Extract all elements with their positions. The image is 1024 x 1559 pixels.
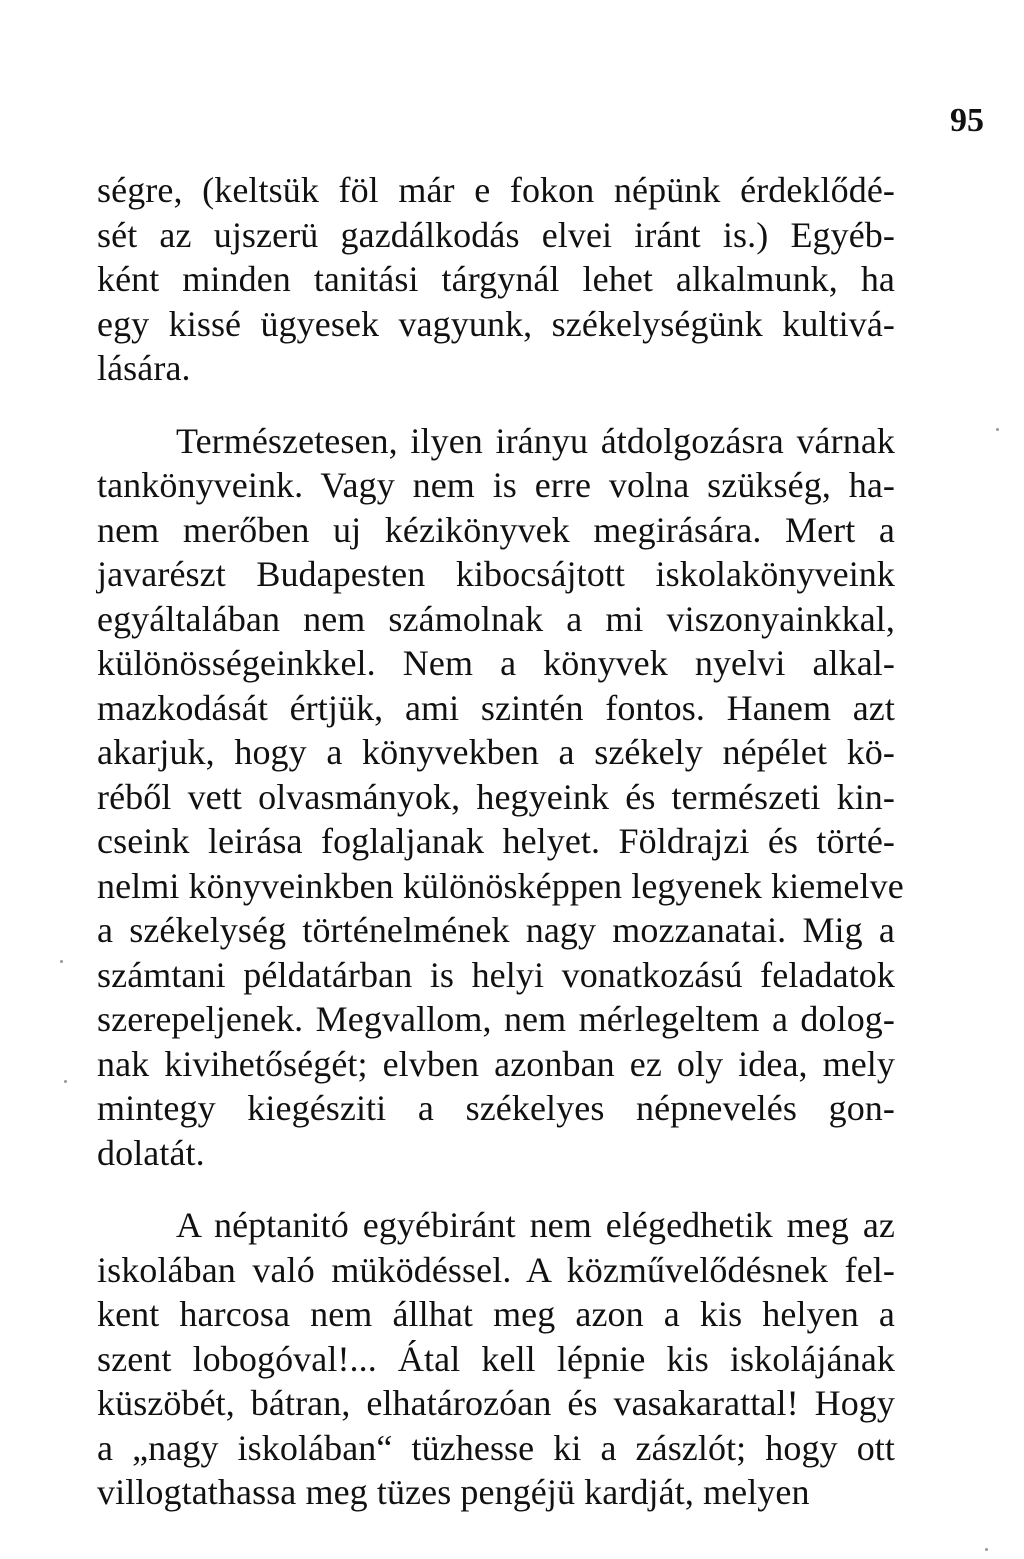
text-line: nem merőben uj kézikönyvek megirására. Mert a <box>97 509 895 550</box>
body-text <box>97 168 904 1515</box>
text-line: nelmi könyveinkben különösképpen legyenek kiemelve <box>97 865 904 906</box>
text-line: számtani példatárban is helyi vonatkozású feladatok <box>97 954 895 995</box>
text-line: iskolában való müködéssel. A közművelődésnek fel- <box>97 1249 895 1290</box>
paragraph <box>97 168 895 391</box>
text-line: cseink leirása foglaljanak helyet. Földrajzi és törté- <box>97 821 895 861</box>
text-line: szent lobogóval!... Átal kell lépnie kis iskolájának <box>97 1338 895 1379</box>
text-line: kent harcosa nem állhat meg azon a kis helyen a <box>97 1294 895 1334</box>
paragraph <box>97 1203 895 1515</box>
text-line: a székelység történelmének nagy mozzanatai. Mig a <box>97 910 895 950</box>
text-line: ként minden tanitási tárgynál lehet alkalmunk, ha <box>97 259 895 299</box>
paragraph-gap <box>97 1175 895 1203</box>
paragraph-gap <box>97 391 895 419</box>
text-line: ségre, (keltsük föl már e fokon népünk érdeklődé- <box>97 170 895 210</box>
text-line: egyáltalában nem számolnak a mi viszonyainkkal, <box>97 598 895 639</box>
text-line: a „nagy iskolában“ tüzhesse ki a zászlót; hogy ott <box>97 1427 895 1468</box>
text-line: küszöbét, bátran, elhatározóan és vasakarattal! Hogy <box>97 1383 895 1423</box>
print-speck <box>60 960 63 963</box>
print-speck <box>64 1080 67 1083</box>
text-line: Természetesen, ilyen irányu átdolgozásra várnak <box>176 420 895 461</box>
text-line: dolatát. <box>97 1132 205 1173</box>
text-line: lására. <box>97 348 191 388</box>
text-line: szerepeljenek. Megvallom, nem mérlegeltem a dolog- <box>97 999 895 1039</box>
text-line: mintegy kiegésziti a székelyes népnevelés gon- <box>97 1088 895 1128</box>
text-line: különösségeinkkel. Nem a könyvek nyelvi alkal- <box>97 643 895 683</box>
text-line: A néptanitó egyébiránt nem elégedhetik meg az <box>176 1205 895 1245</box>
text-line: villogtathassa meg tüzes pengéjü kardját, melyen <box>97 1472 810 1512</box>
text-line: nak kivihetőségét; elvben azonban ez oly idea, mely <box>97 1043 895 1084</box>
text-line: réből vett olvasmányok, hegyeink és természeti kin- <box>97 776 895 817</box>
text-line: tankönyveink. Vagy nem is erre volna szükség, ha- <box>97 465 895 505</box>
text-line: akarjuk, hogy a könyvekben a székely népélet kö- <box>97 732 895 772</box>
text-line: mazkodását értjük, ami szintén fontos. Hanem azt <box>97 687 895 728</box>
text-line: sét az ujszerü gazdálkodás elvei iránt is.) Egyéb- <box>97 214 895 255</box>
paragraph <box>97 419 904 1176</box>
print-speck <box>996 428 999 431</box>
text-line: javarészt Budapesten kibocsájtott iskolakönyveink <box>97 554 895 594</box>
print-speck <box>985 1548 988 1551</box>
text-line: egy kissé ügyesek vagyunk, székelységünk kultivá- <box>97 303 895 344</box>
page-number: 95 <box>950 102 984 139</box>
